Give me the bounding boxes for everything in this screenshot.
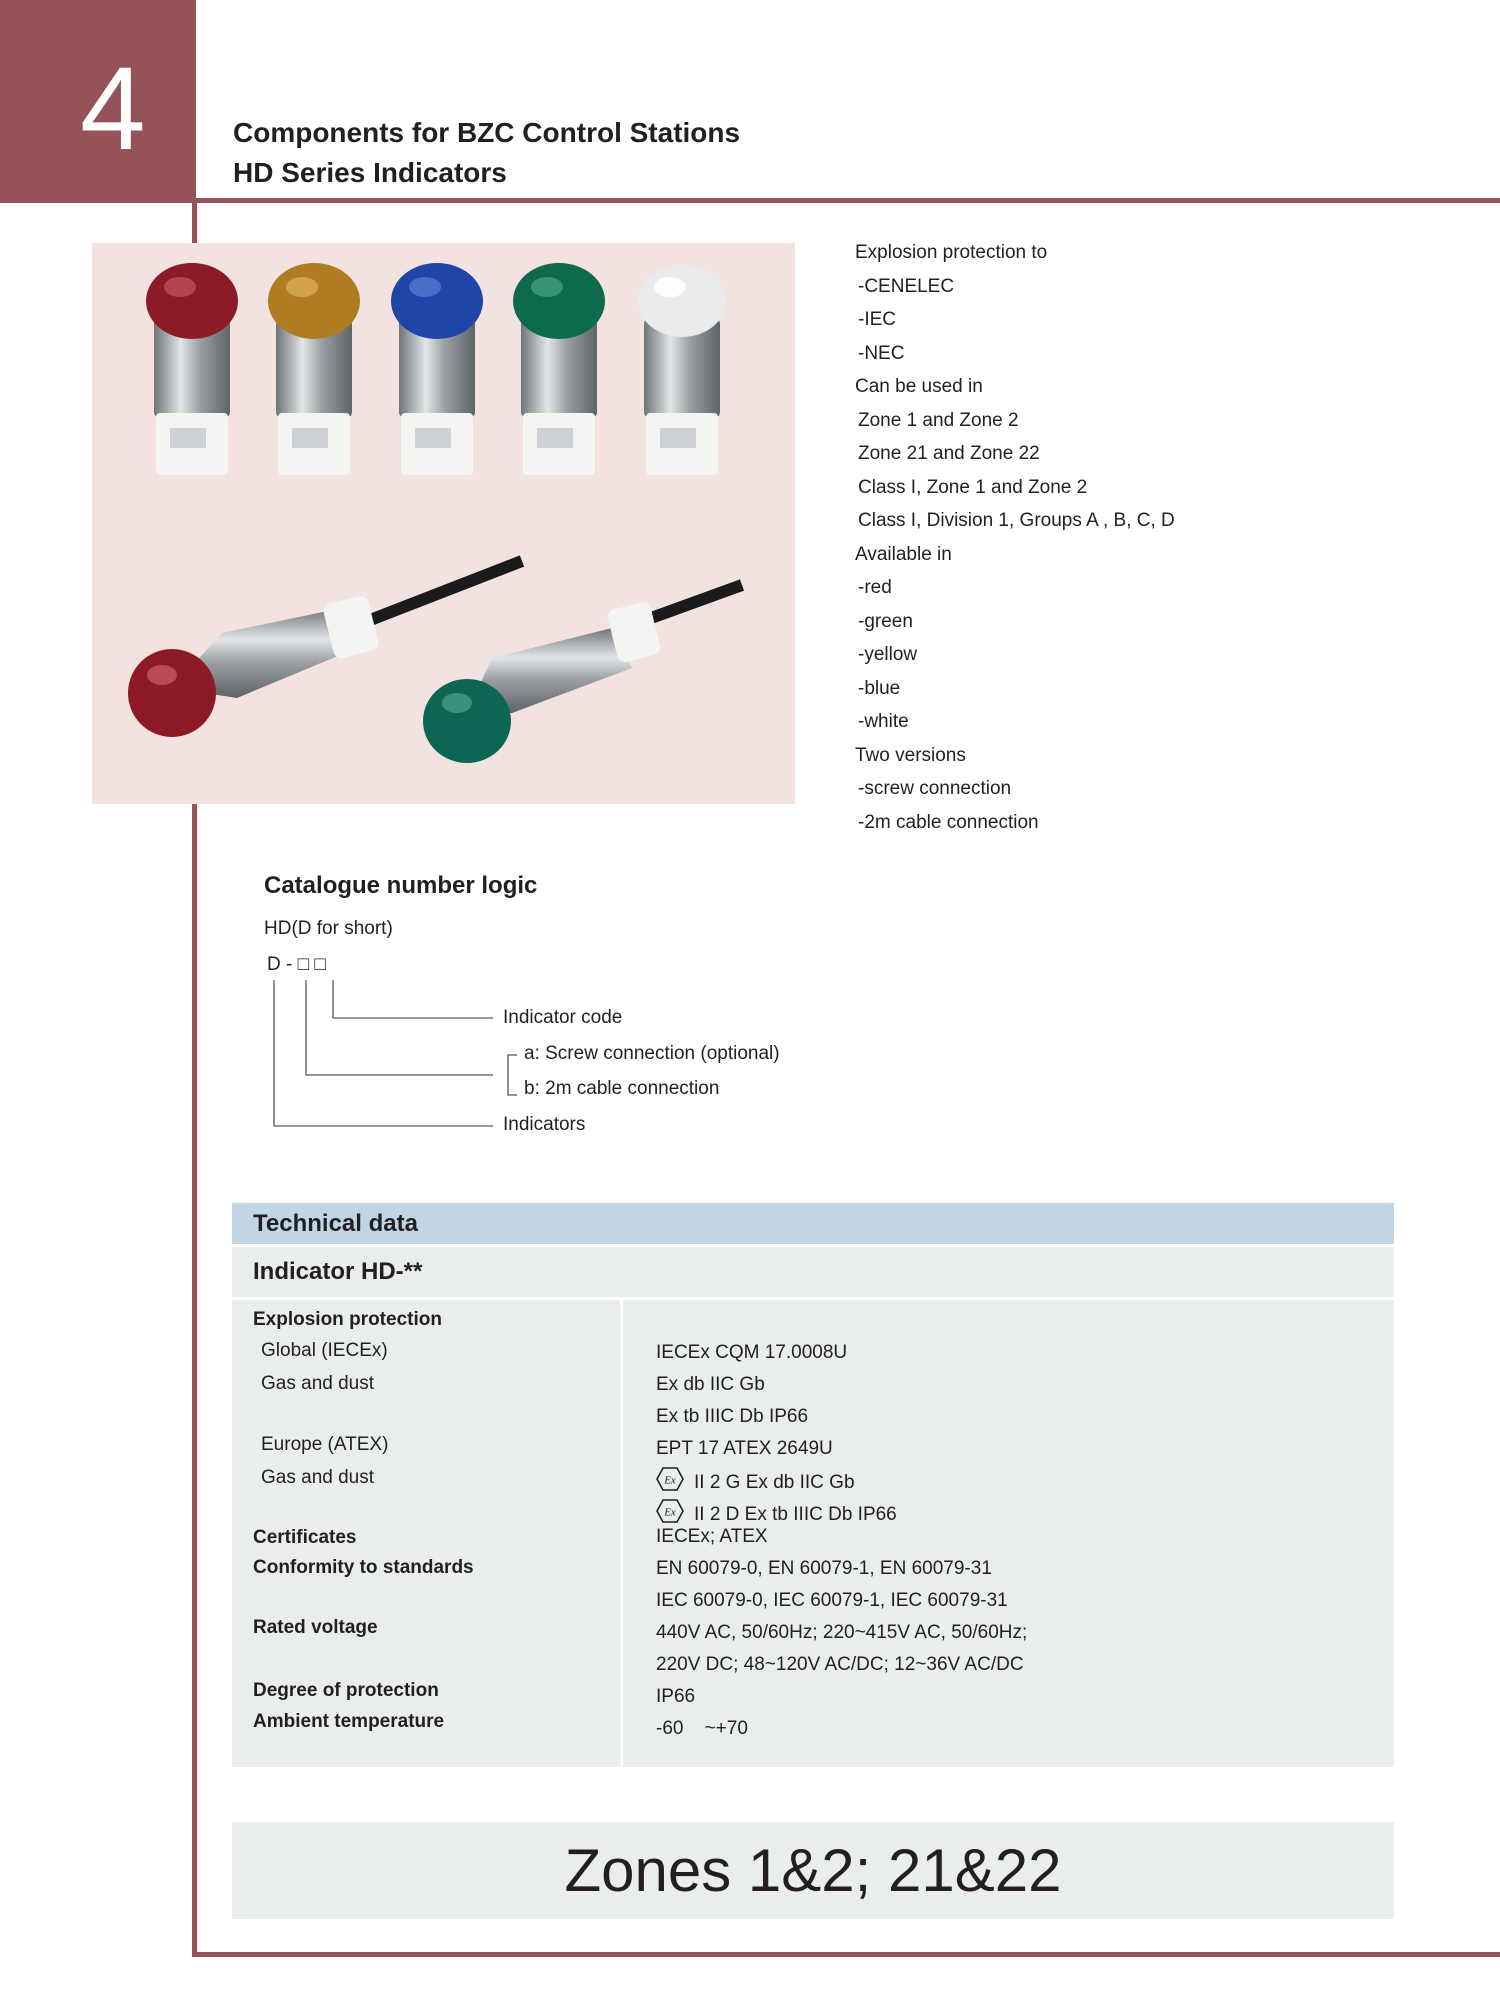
feature-item: Class I, Division 1, Groups A , B, C, D	[858, 510, 1175, 531]
chapter-number: 4	[80, 43, 146, 175]
rated-voltage-value-1: 440V AC, 50/60Hz; 220~415V AC, 50/60Hz;	[656, 1622, 1028, 1643]
degree-protection-value: IP66	[656, 1686, 696, 1707]
feature-item: -CENELEC	[858, 275, 955, 297]
catalogue-title: Catalogue number logic	[264, 872, 538, 899]
indicator-model-header: Indicator HD-**	[232, 1247, 1394, 1297]
feature-item: Zone 21 and Zone 22	[858, 443, 1040, 464]
feature-item: -IEC	[858, 309, 896, 330]
iecex-certificate-value: IECEx CQM 17.0008U	[656, 1342, 848, 1363]
feature-item: -red	[858, 577, 892, 598]
atex-gas-row	[656, 1467, 855, 1497]
ambient-temperature-value: -60 ~+70	[656, 1718, 748, 1739]
feature-item: -2m cable connection	[858, 811, 1039, 833]
indicators-line	[274, 980, 493, 1126]
catalogue-code: D - □ □	[267, 954, 326, 975]
rated-voltage-label: Rated voltage	[253, 1617, 378, 1638]
option-b-label: b: 2m cable connection	[524, 1078, 720, 1099]
technical-data-body	[232, 1300, 1394, 1767]
indicators-label: Indicators	[503, 1114, 586, 1135]
atex-certificate-value: EPT 17 ATEX 2649U	[656, 1438, 833, 1459]
rated-voltage-value-2: 220V DC; 48~120V AC/DC; 12~36V AC/DC	[656, 1654, 1024, 1675]
gas-dust-label: Gas and dust	[261, 1373, 375, 1394]
connection-line	[306, 980, 493, 1075]
technical-data-header: Technical data	[232, 1203, 1394, 1244]
svg-text:Ex: Ex	[664, 1506, 676, 1519]
feature-item: Two versions	[855, 744, 966, 766]
zones-banner	[232, 1822, 1394, 1919]
feature-item: -blue	[858, 677, 901, 699]
global-iecex-label: Global (IECEx)	[261, 1340, 388, 1361]
zones-text: Zones 1&2; 21&22	[564, 1837, 1062, 1904]
explosion-protection-label: Explosion protection	[253, 1309, 442, 1330]
page-subtitle: HD Series Indicators	[233, 157, 507, 188]
certificates-value: IECEx; ATEX	[656, 1526, 768, 1547]
atex-dust-row	[656, 1499, 897, 1529]
feature-item: Available in	[855, 543, 952, 565]
option-bracket	[508, 1055, 517, 1095]
feature-item: Class I, Zone 1 and Zone 2	[858, 476, 1088, 498]
conformity-label: Conformity to standards	[253, 1557, 474, 1578]
bottom-rule	[192, 1952, 1500, 1957]
iecex-gas-value: Ex db IIC Gb	[656, 1374, 765, 1395]
conformity-iec-value: IEC 60079-0, IEC 60079-1, IEC 60079-31	[656, 1590, 1008, 1611]
feature-item: -yellow	[858, 644, 918, 665]
option-a-label: a: Screw connection (optional)	[524, 1043, 780, 1064]
feature-item: -NEC	[858, 342, 905, 364]
gas-dust-label: Gas and dust	[261, 1467, 375, 1488]
page-title: Components for BZC Control Stations	[233, 117, 741, 148]
atex-dust-value: II 2 D Ex tb IIIC Db IP66	[694, 1504, 897, 1525]
feature-item: -green	[858, 610, 913, 632]
ex-hexagon-icon	[656, 1467, 684, 1497]
certificates-label: Certificates	[253, 1527, 357, 1548]
ambient-temperature-label: Ambient temperature	[253, 1711, 445, 1732]
ex-hexagon-icon	[656, 1499, 684, 1529]
europe-atex-label: Europe (ATEX)	[261, 1434, 389, 1455]
degree-protection-label: Degree of protection	[253, 1680, 439, 1701]
feature-item: Can be used in	[855, 376, 983, 397]
svg-text:Ex: Ex	[664, 1474, 676, 1487]
technical-data-table	[232, 1203, 1394, 1767]
indicator-code-line	[333, 980, 493, 1018]
feature-item: -screw connection	[858, 778, 1012, 799]
catalogue-short-name: HD(D for short)	[264, 918, 393, 939]
feature-item: -white	[858, 711, 909, 732]
feature-item: Zone 1 and Zone 2	[858, 409, 1019, 431]
feature-item: Explosion protection to	[855, 242, 1048, 263]
atex-gas-value: II 2 G Ex db IIC Gb	[694, 1472, 855, 1493]
column-divider	[620, 1300, 623, 1767]
iecex-dust-value: Ex tb IIIC Db IP66	[656, 1406, 809, 1427]
indicator-code-label: Indicator code	[503, 1007, 623, 1028]
conformity-en-value: EN 60079-0, EN 60079-1, EN 60079-31	[656, 1558, 992, 1579]
